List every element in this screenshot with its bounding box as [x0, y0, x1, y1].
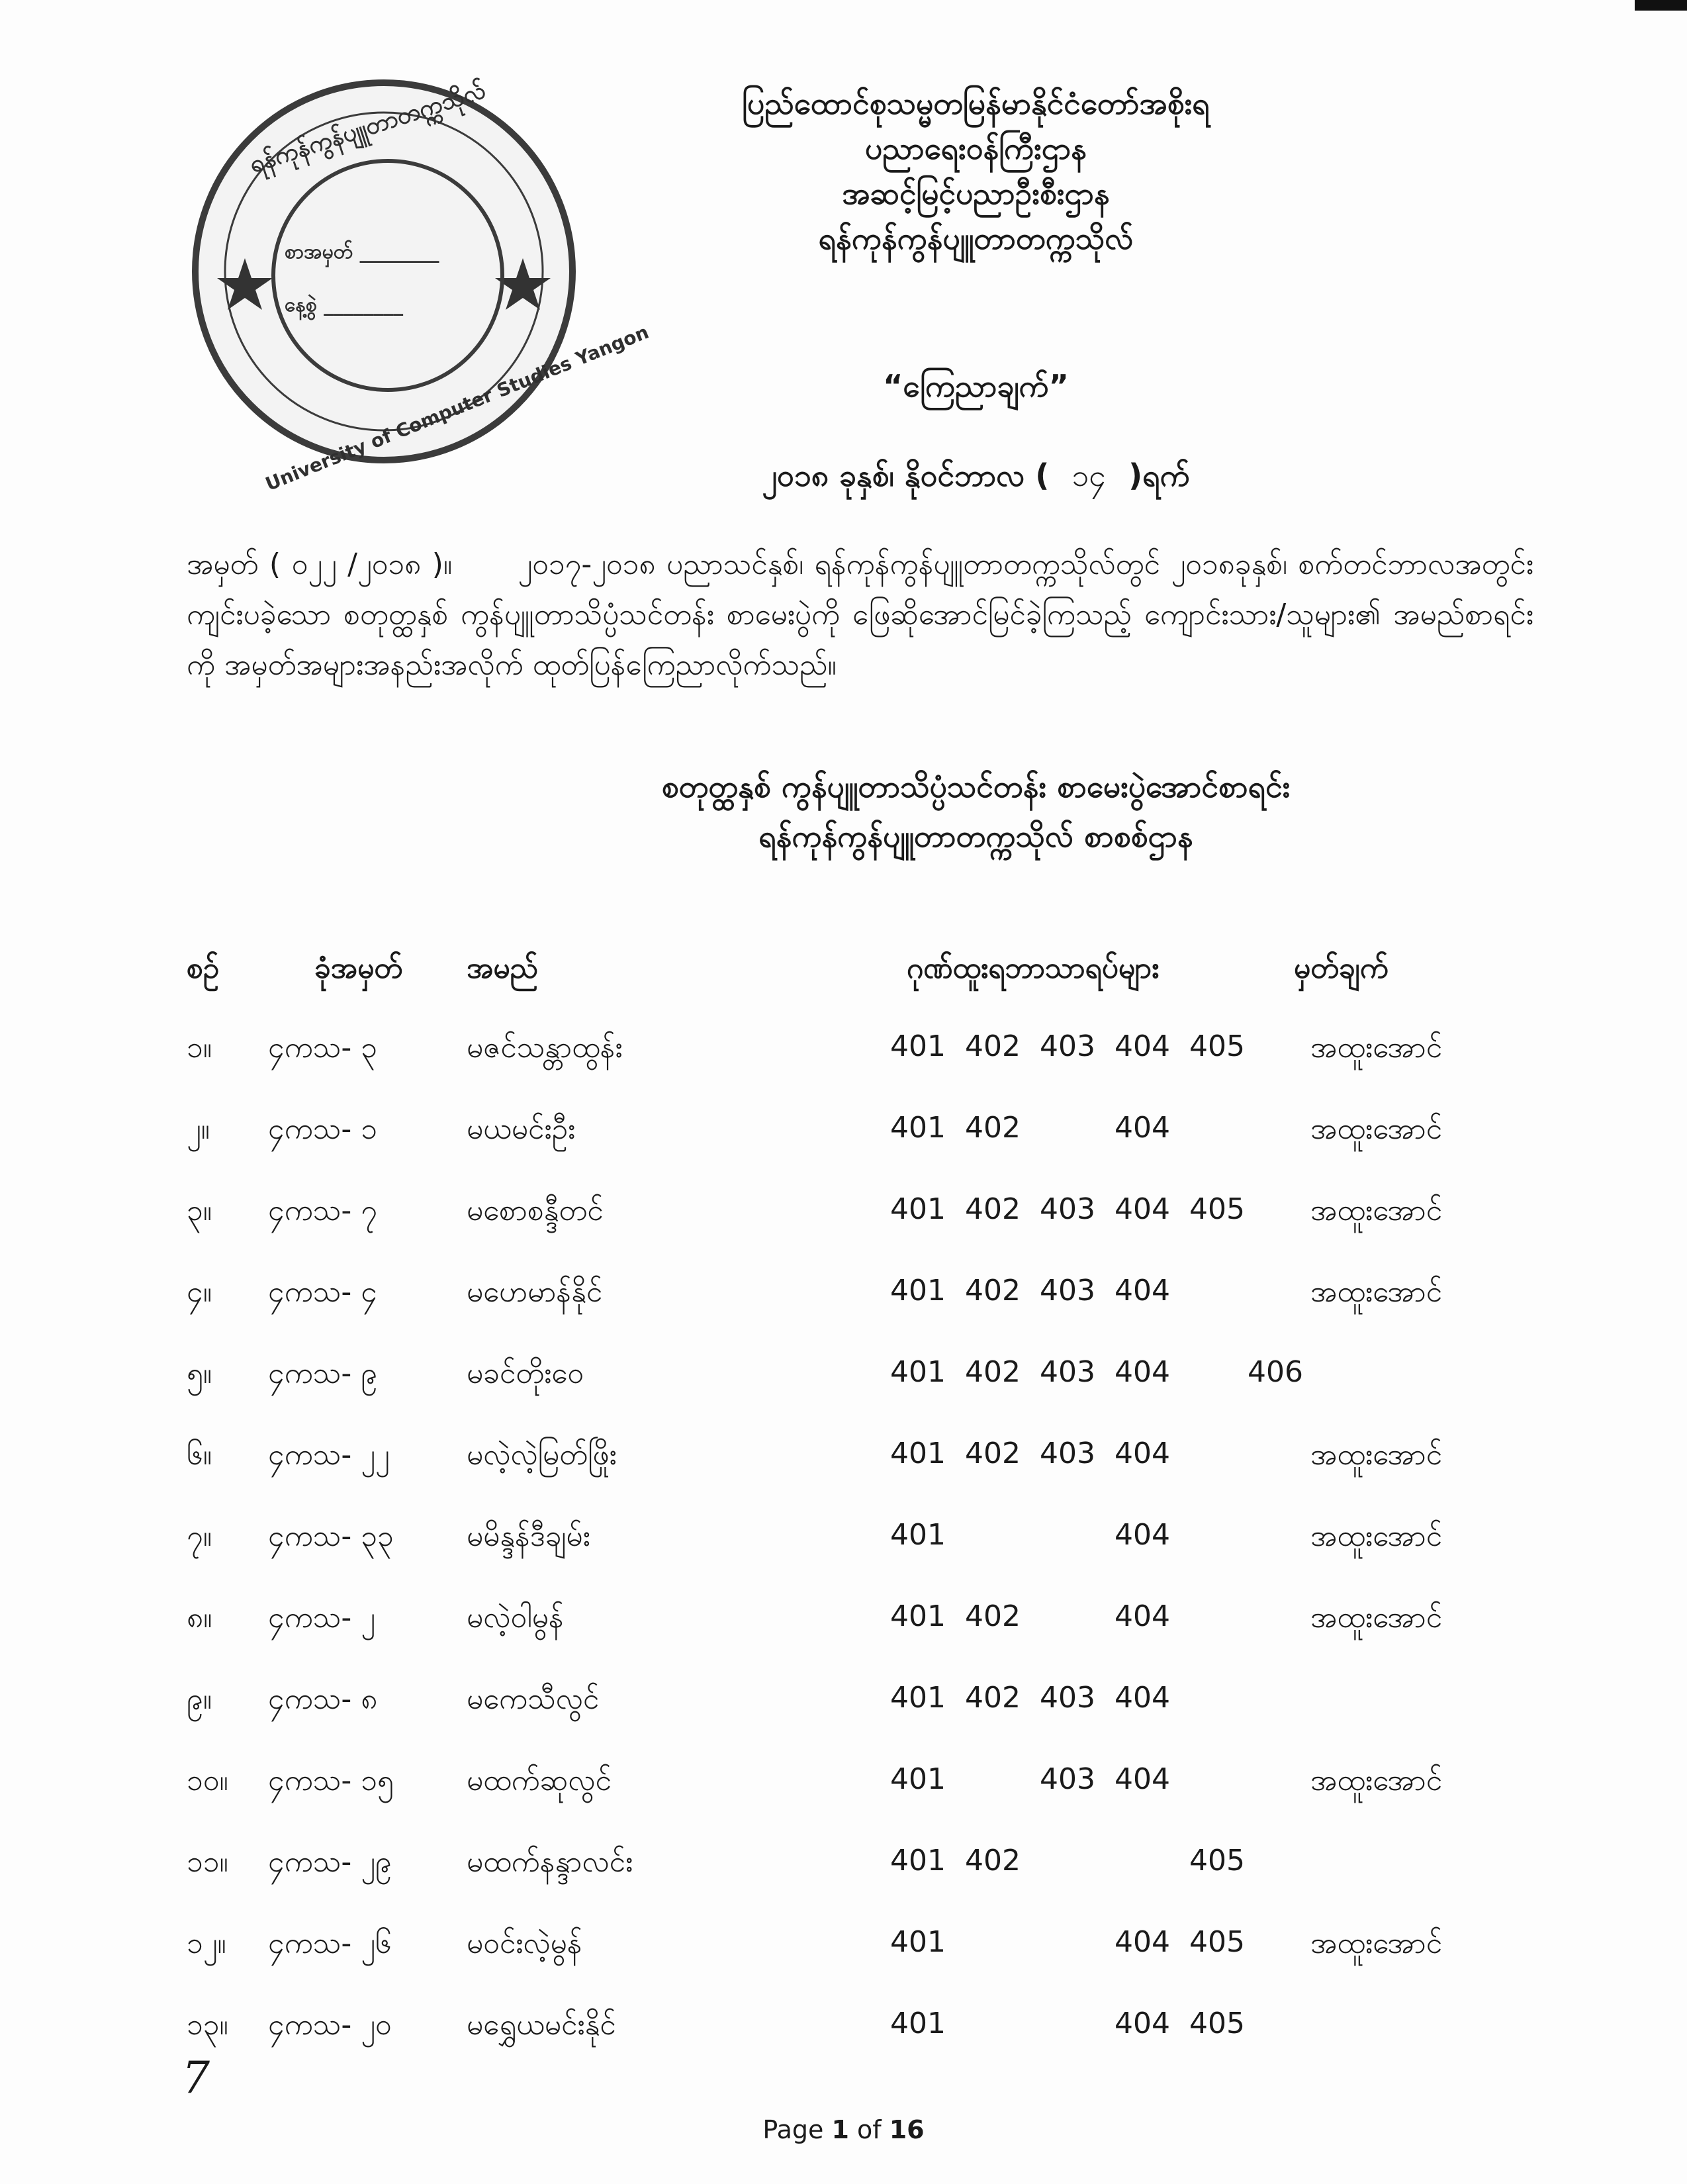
row-s402: 402: [965, 1029, 1021, 1063]
row-no: ၆။: [187, 1438, 212, 1472]
table-row: [0, 2007, 1687, 2053]
row-s404: 404: [1115, 2007, 1170, 2040]
row-s405: 405: [1189, 1029, 1245, 1063]
date-line: [0, 457, 1687, 501]
row-s402: 402: [965, 1437, 1021, 1470]
row-s404: 404: [1115, 1762, 1170, 1796]
row-remark: အထူးအောင်: [1310, 1112, 1443, 1146]
seal-field-date: နေ့စွဲ ________: [285, 293, 404, 316]
table-row: [0, 1599, 1687, 1646]
row-s402: 402: [965, 1111, 1021, 1145]
row-no: ၇။: [187, 1519, 212, 1553]
col-header-no: စဉ်: [187, 951, 220, 985]
date-suffix: )ရက်: [1128, 457, 1190, 493]
row-roll: ၄ကသ- ၃၃: [268, 1519, 394, 1553]
row-remark: အထူးအောင်: [1310, 1764, 1443, 1797]
row-s401: 401: [890, 1925, 946, 1959]
row-no: ၄။: [187, 1275, 212, 1309]
row-s403: 403: [1040, 1762, 1095, 1796]
row-name: မကေသီလွင်: [467, 1682, 600, 1716]
seal-field-ref-label: စာအမှတ်: [285, 240, 353, 263]
row-s406: 406: [1248, 1355, 1303, 1389]
row-name: မဝင်းလဲ့မွန်: [467, 1926, 582, 1960]
row-s404: 404: [1115, 1029, 1170, 1063]
row-s401: 401: [890, 1599, 946, 1633]
row-name: မထက်နန္ဒာလင်း: [467, 1845, 633, 1879]
row-roll: ၄ကသ- ၁: [268, 1112, 377, 1146]
row-name: မယမင်းဦး: [467, 1112, 576, 1146]
row-no: ၃။: [187, 1194, 212, 1227]
announcement-title: “ကြေညာချက်”: [883, 368, 1069, 404]
date-prefix: ၂၀၁၈ ခုနှစ်၊ နိုဝင်ဘာလ (: [762, 457, 1050, 493]
row-no: ၁၂။: [187, 1926, 226, 1960]
row-s405: 405: [1189, 2007, 1245, 2040]
table-row: [0, 1355, 1687, 1401]
header-line-2: ပညာရေးဝန်ကြီးဌာန: [865, 130, 1087, 166]
row-s402: 402: [965, 1274, 1021, 1307]
row-s401: 401: [890, 1355, 946, 1389]
row-no: ၈။: [187, 1601, 212, 1635]
row-s401: 401: [890, 1029, 946, 1063]
ref-handwritten-no: ၀၂၂ /၂၀၁၈: [291, 547, 422, 581]
scan-edge-mark: [1635, 0, 1687, 11]
row-s404: 404: [1115, 1192, 1170, 1226]
row-roll: ၄ကသ- ၃: [268, 1031, 377, 1065]
row-s401: 401: [890, 1111, 946, 1145]
paragraph-body: ၂၀၁၇-၂၀၁၈ ပညာသင်နှစ်၊ ရန်ကုန်ကွန်ပျူတာတက္ကသိုလ်တွင် ၂၀၁၈ခုနှစ်၊ စက်တင်ဘာလအတွင်း ကျင်းပခဲ့သော စတုတ္ထနှစ် ကွန်ပျူတာသိပ္ပံသင်တန်း စာမေးပွဲကို ဖြေဆိုအောင်မြင်ခဲ့ကြသည့် ကျောင်းသား/သူများ၏ အမည်စာရင်းကို အမှတ်အများအနည်းအလိုက် ထုတ်ပြန်ကြေညာလိုက်သည်။: [187, 547, 1534, 682]
row-s403: 403: [1040, 1681, 1095, 1715]
row-s402: 402: [965, 1192, 1021, 1226]
header-line-1: ပြည်ထောင်စုသမ္မတမြန်မာနိုင်ငံတော်အစိုးရ: [742, 85, 1210, 121]
row-roll: ၄ကသ- ၁၅: [268, 1764, 394, 1797]
table-row: [0, 1762, 1687, 1809]
seal-field-date-label: နေ့စွဲ: [285, 293, 317, 316]
ref-suffix: )။: [432, 547, 453, 581]
footer-total-pages: 16: [889, 2115, 925, 2144]
row-s405: 405: [1189, 1192, 1245, 1226]
seal-top-text: ရန်ကုန်ကွန်ပျူတာတက္ကသိုလ်: [246, 76, 489, 179]
header-line-4: ရန်ကုန်ကွန်ပျူတာတက္ကသိုလ်: [818, 220, 1134, 256]
list-title-1: စတုတ္ထနှစ် ကွန်ပျူတာသိပ္ပံသင်တန်း စာမေးပွဲအောင်စာရင်း: [661, 769, 1291, 804]
seal-field-ref: စာအမှတ် ________: [285, 240, 439, 263]
row-name: မလဲ့လဲ့မြတ်ဖြိုး: [467, 1438, 617, 1472]
row-s405: 405: [1189, 1925, 1245, 1959]
table-row: [0, 1681, 1687, 1727]
ref-number: [187, 547, 463, 581]
row-name: မရွှေယမင်းနိုင်: [467, 2008, 616, 2042]
row-roll: ၄ကသ- ၂၆: [268, 1926, 392, 1960]
row-roll: ၄ကသ- ၉: [268, 1356, 377, 1390]
row-s404: 404: [1115, 1111, 1170, 1145]
row-name: မမိန္ဒန်ဒီချမ်း: [467, 1519, 590, 1553]
row-name: မထက်ဆုလွင်: [467, 1764, 612, 1797]
row-remark: အထူးအောင်: [1310, 1194, 1443, 1227]
table-row: [0, 1925, 1687, 1971]
row-roll: ၄ကသ- ၂: [268, 1601, 375, 1635]
row-no: ၅။: [187, 1356, 212, 1390]
row-name: မဇင်သန္တာထွန်း: [467, 1031, 623, 1065]
row-name: မလဲ့ဝါမွန်: [467, 1601, 564, 1635]
row-s402: 402: [965, 1355, 1021, 1389]
table-row: [0, 1111, 1687, 1157]
ref-prefix: အမှတ် (: [187, 547, 281, 581]
table-row: [0, 1192, 1687, 1239]
page-footer: [0, 2115, 1687, 2144]
row-s404: 404: [1115, 1355, 1170, 1389]
row-s401: 401: [890, 1274, 946, 1307]
row-s403: 403: [1040, 1192, 1095, 1226]
row-s403: 403: [1040, 1355, 1095, 1389]
row-no: ၂။: [187, 1112, 210, 1146]
row-remark: အထူးအောင်: [1310, 1601, 1443, 1635]
row-s402: 402: [965, 1599, 1021, 1633]
handwritten-mark: 7: [182, 2052, 210, 2103]
row-s404: 404: [1115, 1681, 1170, 1715]
col-header-subjects: ဂုဏ်ထူးရဘာသာရပ်များ: [907, 951, 1160, 985]
row-roll: ၄ကသ- ၈: [268, 1682, 378, 1716]
row-roll: ၄ကသ- ၂၀: [268, 2008, 392, 2042]
row-no: ၁၀။: [187, 1764, 228, 1797]
row-no: ၁၃။: [187, 2008, 228, 2042]
footer-page-number: 1: [831, 2115, 849, 2144]
row-s404: 404: [1115, 1274, 1170, 1307]
row-s404: 404: [1115, 1925, 1170, 1959]
col-header-name: အမည်: [467, 951, 539, 985]
row-remark: အထူးအောင်: [1310, 1031, 1443, 1065]
row-roll: ၄ကသ- ၄: [268, 1275, 377, 1309]
row-s404: 404: [1115, 1518, 1170, 1552]
row-s403: 403: [1040, 1437, 1095, 1470]
footer-prefix: Page: [762, 2115, 832, 2144]
list-title-2: ရန်ကုန်ကွန်ပျူတာတက္ကသိုလ် စာစစ်ဌာန: [758, 818, 1193, 854]
row-no: ၉။: [187, 1682, 212, 1716]
row-name: မစောစန္ဒီတင်: [467, 1194, 604, 1227]
row-roll: ၄ကသ- ၇: [268, 1194, 377, 1227]
row-s402: 402: [965, 1681, 1021, 1715]
row-roll: ၄ကသ- ၂၉: [268, 1845, 392, 1879]
row-s401: 401: [890, 1518, 946, 1552]
col-header-remark: မှတ်ချက်: [1294, 951, 1389, 985]
row-s403: 403: [1040, 1274, 1095, 1307]
row-s401: 401: [890, 1437, 946, 1470]
row-s401: 401: [890, 2007, 946, 2040]
seal-bottom-text: University of Computer Studies Yangon: [262, 320, 652, 496]
row-no: ၁၁။: [187, 1845, 228, 1879]
row-s405: 405: [1189, 1844, 1245, 1877]
row-remark: အထူးအောင်: [1310, 1519, 1443, 1553]
row-s404: 404: [1115, 1599, 1170, 1633]
row-s401: 401: [890, 1192, 946, 1226]
col-header-roll: ခုံအမှတ်: [314, 951, 403, 985]
table-row: [0, 1518, 1687, 1564]
announcement-paragraph: [187, 540, 1533, 690]
header-line-3: အဆင့်မြင့်ပညာဦးစီးဌာန: [842, 175, 1110, 211]
table-row: [0, 1437, 1687, 1483]
footer-of: of: [848, 2115, 889, 2144]
row-no: ၁။: [187, 1031, 212, 1065]
table-row: [0, 1274, 1687, 1320]
table-row: [0, 1844, 1687, 1890]
row-s402: 402: [965, 1844, 1021, 1877]
row-remark: အထူးအောင်: [1310, 1275, 1443, 1309]
date-handwritten-day: ၁၄: [1071, 457, 1107, 493]
row-remark: အထူးအောင်: [1310, 1926, 1443, 1960]
table-row: [0, 1029, 1687, 1076]
row-s401: 401: [890, 1681, 946, 1715]
row-remark: အထူးအောင်: [1310, 1438, 1443, 1472]
row-s404: 404: [1115, 1437, 1170, 1470]
row-s401: 401: [890, 1762, 946, 1796]
row-s401: 401: [890, 1844, 946, 1877]
row-roll: ၄ကသ- ၂၂: [268, 1438, 390, 1472]
row-s403: 403: [1040, 1029, 1095, 1063]
row-name: မဟေမာန်နိုင်: [467, 1275, 603, 1309]
row-name: မခင်တိုးဝေ: [467, 1356, 584, 1390]
